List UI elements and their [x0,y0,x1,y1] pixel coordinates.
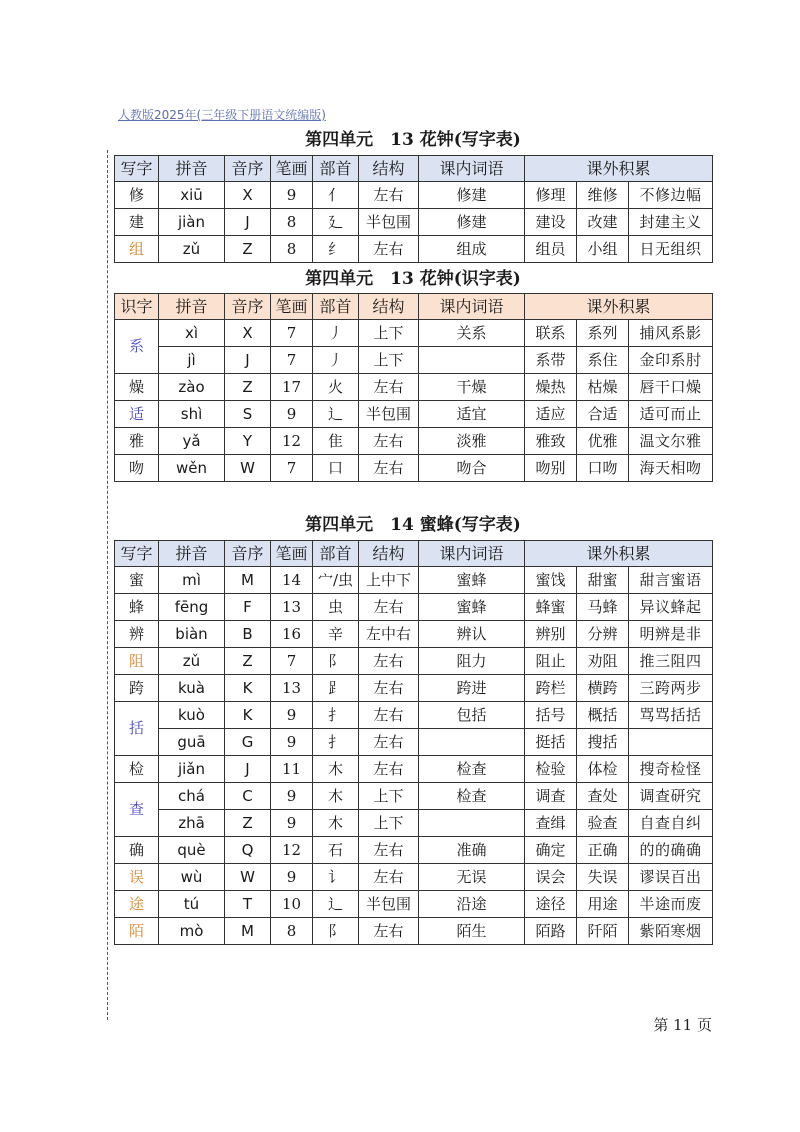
letter-cell: J [225,209,271,236]
words-cell: 修建 [419,182,525,209]
pinyin-cell: kuò [159,702,225,729]
extra-word-cell: 甜蜜 [577,567,629,594]
words-cell: 跨进 [419,675,525,702]
radical-cell: 扌 [313,729,359,756]
extra-word-cell: 分辨 [577,621,629,648]
idiom-cell: 推三阻四 [629,648,713,675]
strokes-cell: 8 [271,209,313,236]
extra-word-cell: 口吻 [577,455,629,482]
pinyin-cell: jiǎn [159,756,225,783]
extra-word-cell: 验查 [577,810,629,837]
radical-cell: 辛 [313,621,359,648]
strokes-cell: 7 [271,347,313,374]
structure-cell: 半包围 [359,401,419,428]
character-cell: 括 [115,702,159,756]
column-header: 课外积累 [525,294,713,320]
table-row [115,648,713,675]
extra-word-cell: 系列 [577,320,629,347]
strokes-cell: 9 [271,182,313,209]
letter-cell: X [225,182,271,209]
strokes-cell: 7 [271,455,313,482]
pinyin-cell: kuà [159,675,225,702]
extra-word-cell: 吻别 [525,455,577,482]
pinyin-cell: fēng [159,594,225,621]
table-row [115,236,713,263]
words-cell: 准确 [419,837,525,864]
idiom-cell: 调查研究 [629,783,713,810]
words-cell: 蜜蜂 [419,567,525,594]
strokes-cell: 7 [271,648,313,675]
letter-cell: J [225,756,271,783]
table-row [115,320,713,347]
table-title-2: 第四单元 13 花钟(识字表) [305,269,521,289]
strokes-cell: 9 [271,864,313,891]
column-header: 课内词语 [419,541,525,567]
letter-cell: W [225,864,271,891]
header-link[interactable]: 人教版2025年(三年级下册语文统编版) [118,108,326,122]
words-cell: 辨认 [419,621,525,648]
structure-cell: 上下 [359,810,419,837]
pinyin-cell: zhā [159,810,225,837]
strokes-cell: 17 [271,374,313,401]
strokes-cell: 7 [271,320,313,347]
character-cell: 吻 [115,455,159,482]
character-cell: 燥 [115,374,159,401]
character-cell: 误 [115,864,159,891]
idiom-cell: 金印系肘 [629,347,713,374]
strokes-cell: 9 [271,401,313,428]
words-cell: 适宜 [419,401,525,428]
character-cell: 修 [115,182,159,209]
idiom-cell: 唇干口燥 [629,374,713,401]
extra-word-cell: 阻止 [525,648,577,675]
structure-cell: 上中下 [359,567,419,594]
letter-cell: K [225,675,271,702]
structure-cell: 上下 [359,347,419,374]
extra-word-cell: 陌路 [525,918,577,945]
words-cell: 修建 [419,209,525,236]
extra-word-cell: 阡陌 [577,918,629,945]
column-header: 部首 [313,156,359,182]
pinyin-cell: guā [159,729,225,756]
pinyin-cell: shì [159,401,225,428]
extra-word-cell: 改建 [577,209,629,236]
column-header: 部首 [313,294,359,320]
recognition-table-13 [114,293,713,482]
extra-word-cell: 括号 [525,702,577,729]
extra-word-cell: 失误 [577,864,629,891]
structure-cell: 左右 [359,594,419,621]
radical-cell: 丿 [313,320,359,347]
strokes-cell: 14 [271,567,313,594]
letter-cell: X [225,320,271,347]
radical-cell: 扌 [313,702,359,729]
words-cell: 干燥 [419,374,525,401]
character-cell: 查 [115,783,159,837]
letter-cell: Z [225,810,271,837]
structure-cell: 左右 [359,374,419,401]
character-cell: 系 [115,320,159,374]
letter-cell: F [225,594,271,621]
strokes-cell: 13 [271,675,313,702]
table-row [115,810,713,837]
radical-cell: 丿 [313,347,359,374]
extra-word-cell: 概括 [577,702,629,729]
column-header: 音序 [225,294,271,320]
extra-word-cell: 辨别 [525,621,577,648]
character-cell: 蜂 [115,594,159,621]
table-row [115,729,713,756]
structure-cell: 左右 [359,702,419,729]
words-cell: 无误 [419,864,525,891]
extra-word-cell: 调查 [525,783,577,810]
idiom-cell: 不修边幅 [629,182,713,209]
extra-word-cell: 联系 [525,320,577,347]
extra-word-cell: 劝阻 [577,648,629,675]
column-header: 拼音 [159,156,225,182]
radical-cell: 阝 [313,648,359,675]
pinyin-cell: zǔ [159,648,225,675]
radical-cell: 木 [313,756,359,783]
words-cell: 陌生 [419,918,525,945]
table-row [115,891,713,918]
structure-cell: 左右 [359,455,419,482]
radical-cell: 石 [313,837,359,864]
idiom-cell: 三跨两步 [629,675,713,702]
character-cell: 阻 [115,648,159,675]
structure-cell: 左右 [359,837,419,864]
extra-word-cell: 建设 [525,209,577,236]
letter-cell: T [225,891,271,918]
extra-word-cell: 用途 [577,891,629,918]
radical-cell: 辶 [313,401,359,428]
idiom-cell: 温文尔雅 [629,428,713,455]
radical-cell: 木 [313,783,359,810]
character-cell: 确 [115,837,159,864]
extra-word-cell: 系住 [577,347,629,374]
character-cell: 适 [115,401,159,428]
extra-word-cell: 误会 [525,864,577,891]
idiom-cell: 日无组织 [629,236,713,263]
structure-cell: 左右 [359,428,419,455]
radical-cell: 廴 [313,209,359,236]
structure-cell: 半包围 [359,891,419,918]
strokes-cell: 12 [271,428,313,455]
pinyin-cell: mò [159,918,225,945]
idiom-cell: 的的确确 [629,837,713,864]
strokes-cell: 9 [271,783,313,810]
words-cell: 蜜蜂 [419,594,525,621]
pinyin-cell: chá [159,783,225,810]
extra-word-cell: 雅致 [525,428,577,455]
idiom-cell: 封建主义 [629,209,713,236]
letter-cell: J [225,347,271,374]
column-header: 拼音 [159,294,225,320]
column-header: 课外积累 [525,541,713,567]
idiom-cell: 骂骂括括 [629,702,713,729]
column-header: 写字 [115,541,159,567]
column-header: 写字 [115,156,159,182]
extra-word-cell: 组员 [525,236,577,263]
character-cell: 辨 [115,621,159,648]
column-header: 笔画 [271,541,313,567]
radical-cell: 亻 [313,182,359,209]
idiom-cell: 异议蜂起 [629,594,713,621]
idiom-cell: 谬误百出 [629,864,713,891]
writing-table-13 [114,155,713,263]
column-header: 笔画 [271,294,313,320]
extra-word-cell: 途径 [525,891,577,918]
table-row [115,567,713,594]
extra-word-cell: 蜜饯 [525,567,577,594]
radical-cell: 纟 [313,236,359,263]
words-cell: 吻合 [419,455,525,482]
structure-cell: 左右 [359,729,419,756]
table-row [115,918,713,945]
column-header: 音序 [225,156,271,182]
words-cell [419,729,525,756]
pinyin-cell: wěn [159,455,225,482]
extra-word-cell: 燥热 [525,374,577,401]
radical-cell: 讠 [313,864,359,891]
strokes-cell: 9 [271,729,313,756]
table-row [115,837,713,864]
table-row [115,783,713,810]
character-cell: 途 [115,891,159,918]
words-cell: 检查 [419,756,525,783]
letter-cell: Z [225,374,271,401]
structure-cell: 左中右 [359,621,419,648]
strokes-cell: 11 [271,756,313,783]
pinyin-cell: què [159,837,225,864]
pinyin-cell: yǎ [159,428,225,455]
extra-word-cell: 维修 [577,182,629,209]
pinyin-cell: zǔ [159,236,225,263]
extra-word-cell: 系带 [525,347,577,374]
idiom-cell: 明辨是非 [629,621,713,648]
extra-word-cell: 挺括 [525,729,577,756]
character-cell: 检 [115,756,159,783]
structure-cell: 左右 [359,236,419,263]
writing-table-14 [114,540,713,945]
character-cell: 组 [115,236,159,263]
extra-word-cell: 枯燥 [577,374,629,401]
extra-word-cell: 检验 [525,756,577,783]
pinyin-cell: mì [159,567,225,594]
table-row [115,209,713,236]
column-header: 音序 [225,541,271,567]
extra-word-cell: 查处 [577,783,629,810]
idiom-cell: 半途而废 [629,891,713,918]
pinyin-cell: xì [159,320,225,347]
radical-cell: 木 [313,810,359,837]
words-cell: 淡雅 [419,428,525,455]
column-header: 识字 [115,294,159,320]
structure-cell: 半包围 [359,209,419,236]
extra-word-cell: 确定 [525,837,577,864]
table-title-3: 第四单元 14 蜜蜂(写字表) [305,515,521,535]
letter-cell: Z [225,648,271,675]
idiom-cell: 甜言蜜语 [629,567,713,594]
structure-cell: 左右 [359,675,419,702]
strokes-cell: 12 [271,837,313,864]
structure-cell: 左右 [359,864,419,891]
words-cell [419,810,525,837]
table-row [115,756,713,783]
table-row [115,621,713,648]
extra-word-cell: 合适 [577,401,629,428]
pinyin-cell: xiū [159,182,225,209]
idiom-cell: 海天相吻 [629,455,713,482]
structure-cell: 左右 [359,182,419,209]
strokes-cell: 9 [271,810,313,837]
pinyin-cell: biàn [159,621,225,648]
radical-cell: 虫 [313,594,359,621]
structure-cell: 左右 [359,756,419,783]
letter-cell: Q [225,837,271,864]
extra-word-cell: 马蜂 [577,594,629,621]
words-cell [419,347,525,374]
letter-cell: M [225,918,271,945]
column-header: 拼音 [159,541,225,567]
extra-word-cell: 体检 [577,756,629,783]
radical-cell: 阝 [313,918,359,945]
column-header: 笔画 [271,156,313,182]
table-row [115,594,713,621]
table-row [115,182,713,209]
radical-cell: 隹 [313,428,359,455]
structure-cell: 左右 [359,648,419,675]
words-cell: 组成 [419,236,525,263]
radical-cell: 宀/虫 [313,567,359,594]
column-header: 课外积累 [525,156,713,182]
extra-word-cell: 搜括 [577,729,629,756]
pinyin-cell: tú [159,891,225,918]
table-row [115,401,713,428]
letter-cell: S [225,401,271,428]
header-row [115,541,713,567]
binding-dashed-line [107,150,108,1020]
pinyin-cell: wù [159,864,225,891]
column-header: 部首 [313,541,359,567]
table-row [115,374,713,401]
extra-word-cell: 小组 [577,236,629,263]
character-cell: 跨 [115,675,159,702]
column-header: 结构 [359,294,419,320]
idiom-cell: 搜奇检怪 [629,756,713,783]
strokes-cell: 13 [271,594,313,621]
header-row [115,294,713,320]
letter-cell: Y [225,428,271,455]
pinyin-cell: zào [159,374,225,401]
radical-cell: 口 [313,455,359,482]
letter-cell: W [225,455,271,482]
idiom-cell: 捕风系影 [629,320,713,347]
strokes-cell: 10 [271,891,313,918]
column-header: 课内词语 [419,294,525,320]
extra-word-cell: 正确 [577,837,629,864]
strokes-cell: 9 [271,702,313,729]
strokes-cell: 8 [271,236,313,263]
extra-word-cell: 优雅 [577,428,629,455]
radical-cell: ⻊ [313,675,359,702]
pinyin-cell: jì [159,347,225,374]
words-cell: 关系 [419,320,525,347]
extra-word-cell: 蜂蜜 [525,594,577,621]
character-cell: 陌 [115,918,159,945]
character-cell: 雅 [115,428,159,455]
letter-cell: G [225,729,271,756]
extra-word-cell: 横跨 [577,675,629,702]
idiom-cell: 自查自纠 [629,810,713,837]
header-row [115,156,713,182]
extra-word-cell: 跨栏 [525,675,577,702]
words-cell: 包括 [419,702,525,729]
structure-cell: 上下 [359,320,419,347]
idiom-cell: 适可而止 [629,401,713,428]
structure-cell: 上下 [359,783,419,810]
words-cell: 检查 [419,783,525,810]
idiom-cell: 紫陌寒烟 [629,918,713,945]
table-row [115,428,713,455]
strokes-cell: 8 [271,918,313,945]
table-title-1: 第四单元 13 花钟(写字表) [305,130,521,150]
letter-cell: M [225,567,271,594]
table-row [115,864,713,891]
column-header: 课内词语 [419,156,525,182]
extra-word-cell: 适应 [525,401,577,428]
page-number: 第 11 页 [653,1016,712,1034]
table-row [115,675,713,702]
letter-cell: C [225,783,271,810]
letter-cell: B [225,621,271,648]
radical-cell: 火 [313,374,359,401]
words-cell: 沿途 [419,891,525,918]
strokes-cell: 16 [271,621,313,648]
letter-cell: Z [225,236,271,263]
table-row [115,455,713,482]
pinyin-cell: jiàn [159,209,225,236]
radical-cell: 辶 [313,891,359,918]
column-header: 结构 [359,156,419,182]
character-cell: 蜜 [115,567,159,594]
extra-word-cell: 查缉 [525,810,577,837]
table-row [115,702,713,729]
table-row [115,347,713,374]
extra-word-cell: 修理 [525,182,577,209]
idiom-cell [629,729,713,756]
words-cell: 阻力 [419,648,525,675]
letter-cell: K [225,702,271,729]
character-cell: 建 [115,209,159,236]
structure-cell: 左右 [359,918,419,945]
column-header: 结构 [359,541,419,567]
